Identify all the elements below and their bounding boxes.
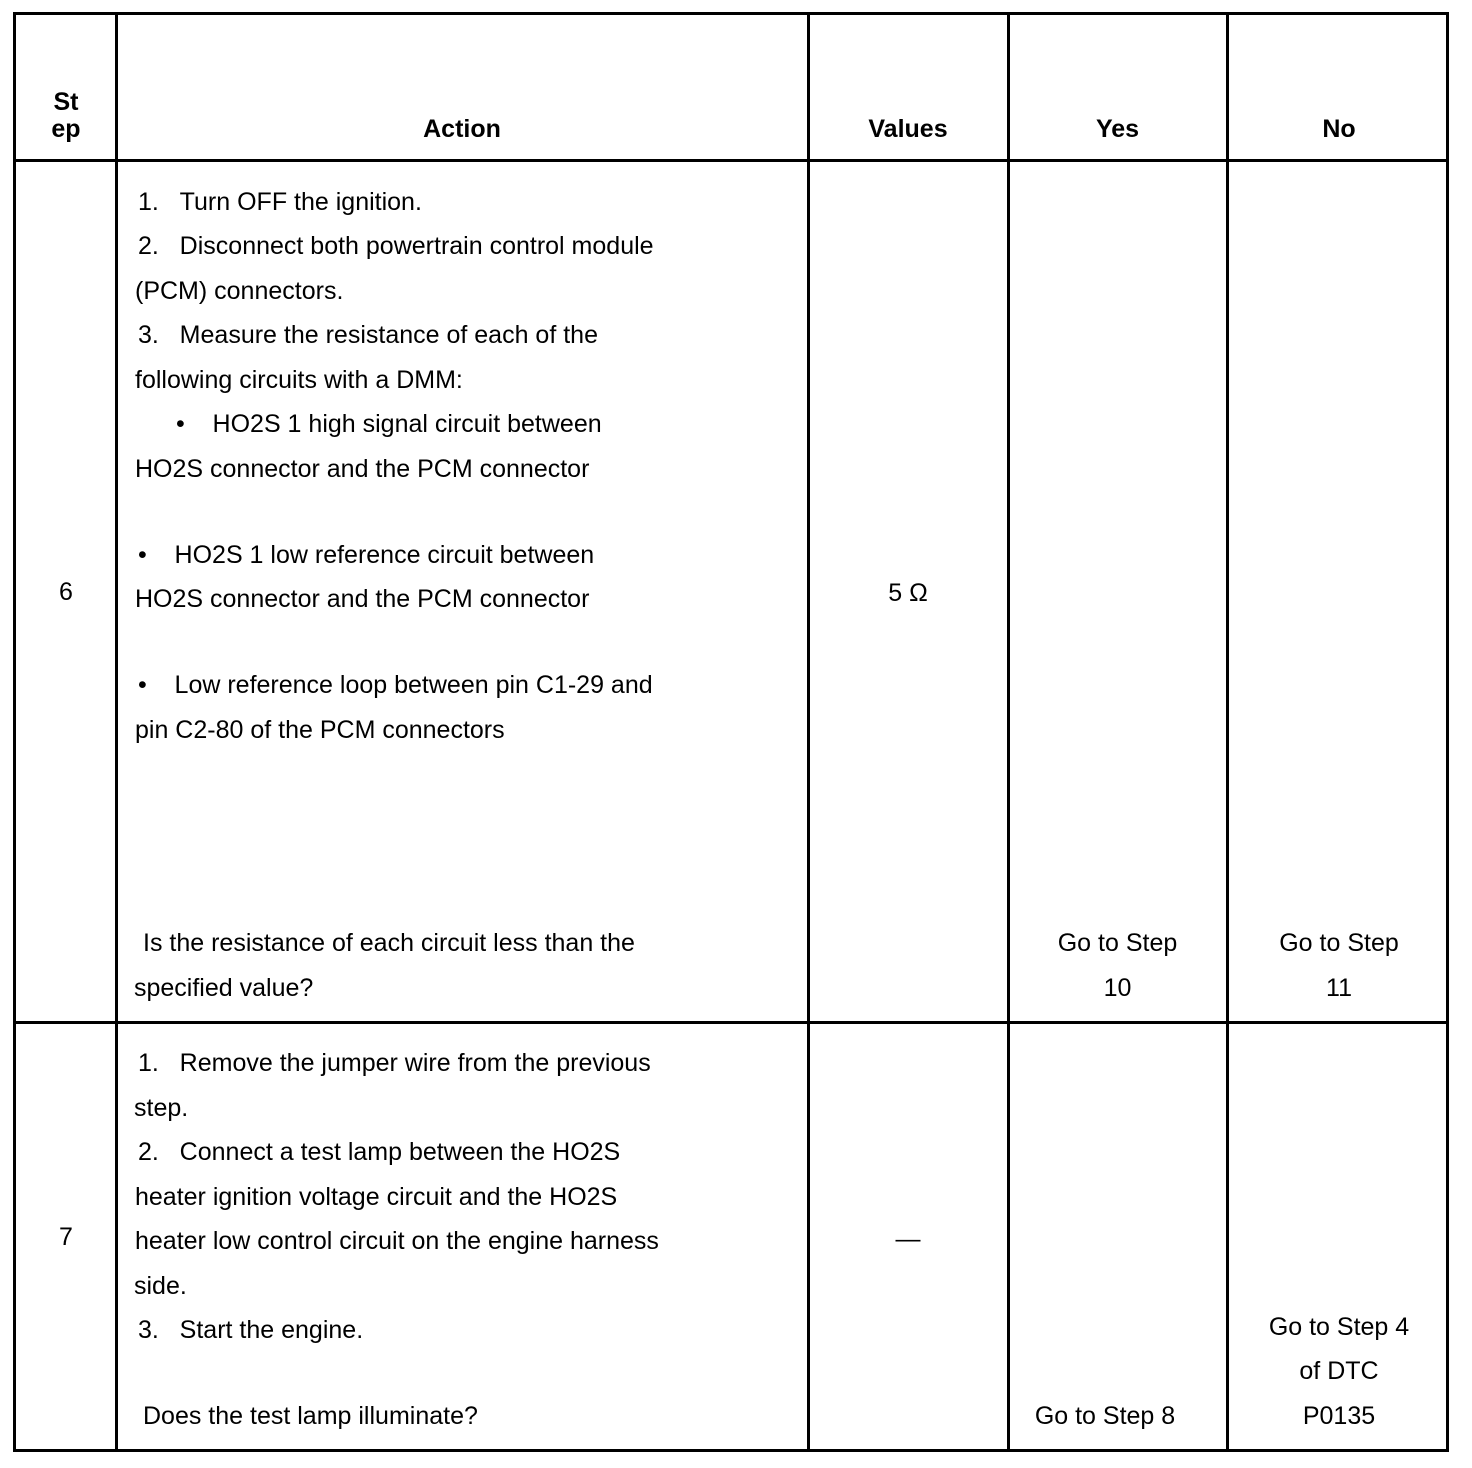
row-divider xyxy=(16,1021,1446,1024)
header-step-line1: St xyxy=(53,88,79,116)
no-cell-line: Go to Step xyxy=(1279,929,1399,957)
action-line: heater low control circuit on the engine harness xyxy=(135,1227,659,1255)
action-line: 3. Start the engine. xyxy=(138,1316,364,1344)
header-no: No xyxy=(1322,115,1356,143)
step-number: 6 xyxy=(59,578,73,606)
no-cell-line: of DTC xyxy=(1299,1357,1379,1385)
action-line: (PCM) connectors. xyxy=(135,277,344,305)
diagnostic-table xyxy=(13,12,1449,1452)
column-divider xyxy=(1226,15,1229,1449)
step-number: 7 xyxy=(59,1223,73,1251)
action-line: 2. Connect a test lamp between the HO2S xyxy=(138,1138,621,1166)
value-cell: 5 Ω xyxy=(888,579,928,607)
header-yes: Yes xyxy=(1095,115,1140,143)
yes-cell-line: Go to Step xyxy=(1057,929,1178,957)
bullet-line: • Low reference loop between pin C1-29 and xyxy=(138,671,653,699)
header-step-line2: ep xyxy=(51,115,81,143)
action-line: side. xyxy=(134,1272,187,1300)
action-line: 1. Remove the jumper wire from the previous xyxy=(138,1049,651,1077)
action-line: following circuits with a DMM: xyxy=(135,366,463,394)
question-line: Does the test lamp illuminate? xyxy=(143,1402,478,1430)
column-divider xyxy=(1007,15,1010,1449)
action-line: 2. Disconnect both powertrain control module xyxy=(138,232,654,260)
no-cell-line: 11 xyxy=(1326,974,1352,1002)
value-cell: — xyxy=(895,1225,921,1253)
action-line: 3. Measure the resistance of each of the xyxy=(138,321,598,349)
action-line: pin C2-80 of the PCM connectors xyxy=(135,716,505,744)
action-line: HO2S connector and the PCM connector xyxy=(135,455,590,483)
bullet-line: • HO2S 1 low reference circuit between xyxy=(138,541,595,569)
action-line: step. xyxy=(134,1094,189,1122)
no-cell-line: P0135 xyxy=(1302,1402,1376,1430)
action-line: heater ignition voltage circuit and the HO2S xyxy=(135,1183,618,1211)
question-line: Is the resistance of each circuit less than the xyxy=(143,929,635,957)
yes-cell-line: 10 xyxy=(1103,974,1132,1002)
row-divider xyxy=(16,159,1446,162)
yes-cell-line: Go to Step 8 xyxy=(1034,1402,1176,1430)
action-line: 1. Turn OFF the ignition. xyxy=(138,188,422,216)
bullet-line: • HO2S 1 high signal circuit between xyxy=(176,410,602,438)
header-values: Values xyxy=(868,115,948,143)
no-cell-line: Go to Step 4 xyxy=(1268,1313,1410,1341)
question-line: specified value? xyxy=(134,974,314,1002)
action-line: HO2S connector and the PCM connector xyxy=(135,585,590,613)
header-action: Action xyxy=(423,115,501,143)
